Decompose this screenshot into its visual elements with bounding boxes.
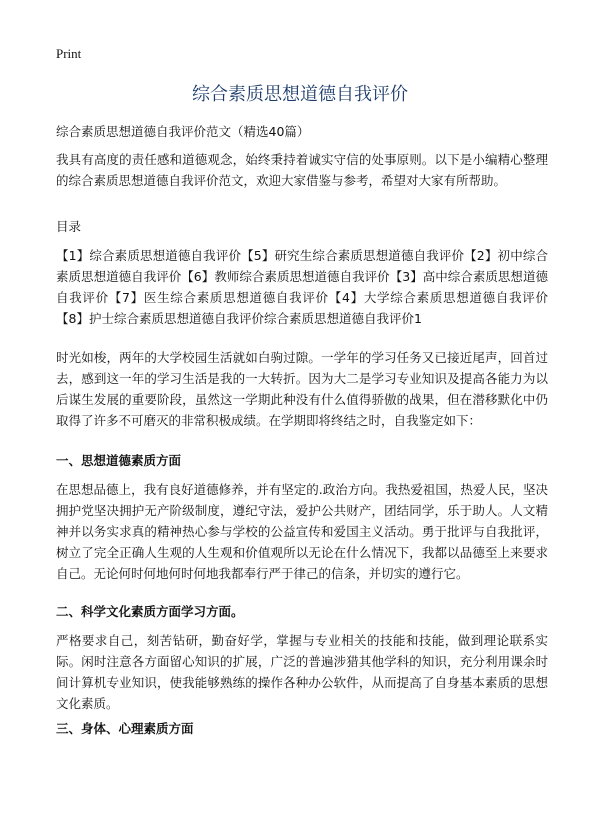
page-title: 综合素质思想道德自我评价 (192, 84, 408, 105)
section-heading-3: 三、身体、心理素质方面 (56, 721, 194, 736)
section-heading-2: 二、科学文化素质方面学习方面。 (56, 604, 244, 619)
body-paragraph-3: 严格要求自己，刻苦钻研，勤奋好学，掌握与专业相关的技能和技能，做到理论联系实际。闲时注意各方面留心知识的扩展，广泛的普遍涉猎其他学科的知识，充分利用课余时间计算机专业知识，使我能够熟练的操作各种办公软件，从而提高了自身基本素质的思想文化素质。 (56, 633, 548, 711)
toc-label: 目录 (56, 219, 82, 234)
print-link[interactable]: Print (56, 46, 82, 61)
section-heading-1: 一、思想道德素质方面 (56, 453, 182, 468)
toc-paragraph: 【1】综合素质思想道德自我评价【5】研究生综合素质思想道德自我评价【2】初中综合素质思想道德自我评价【6】教师综合素质思想道德自我评价【3】高中综合素质思想道德自我评价【7】医生综合素质思想道德自我评价【4】大学综合素质思想道德自我评价【8】护士综合素质思想道德自我评价综合素质思想道德自我评价1 (56, 248, 548, 326)
body-paragraph-2: 在思想品德上，我有良好道德修养，并有坚定的.政治方向。我热爱祖国，热爱人民，坚决拥护党坚决拥护无产阶级制度，遵纪守法，爱护公共财产，团结同学，乐于助人。人文精神并以务实求真的精神热心参与学校的公益宣传和爱国主义活动。勇于批评与自我批评，树立了完全正确人生观的人生观和价值观所以无论在什么情况下，我都以品德至上来要求自己。无论何时何地何时何地我都奉行严于律己的信条，并切实的遵行它。 (56, 482, 548, 581)
subtitle: 综合素质思想道德自我评价范文（精选40篇） (56, 124, 310, 139)
intro-paragraph: 我具有高度的责任感和道德观念，始终秉持着诚实守信的处事原则。以下是小编精心整理的综合素质思想道德自我评价范文，欢迎大家借鉴与参考，希望对大家有所帮助。 (56, 152, 548, 188)
body-paragraph-1: 时光如梭，两年的大学校园生活就如白驹过隙。一学年的学习任务又已接近尾声，回首过去，感到这一年的学习生活是我的一大转折。因为大二是学习专业知识及提高各能力为以后谋生发展的重要阶段，虽然这一学期此种没有什么值得骄傲的战果，但在潜移默化中仍取得了许多不可磨灭的非常积极成绩。在学期即将终结之时，自我鉴定如下： (56, 350, 548, 428)
